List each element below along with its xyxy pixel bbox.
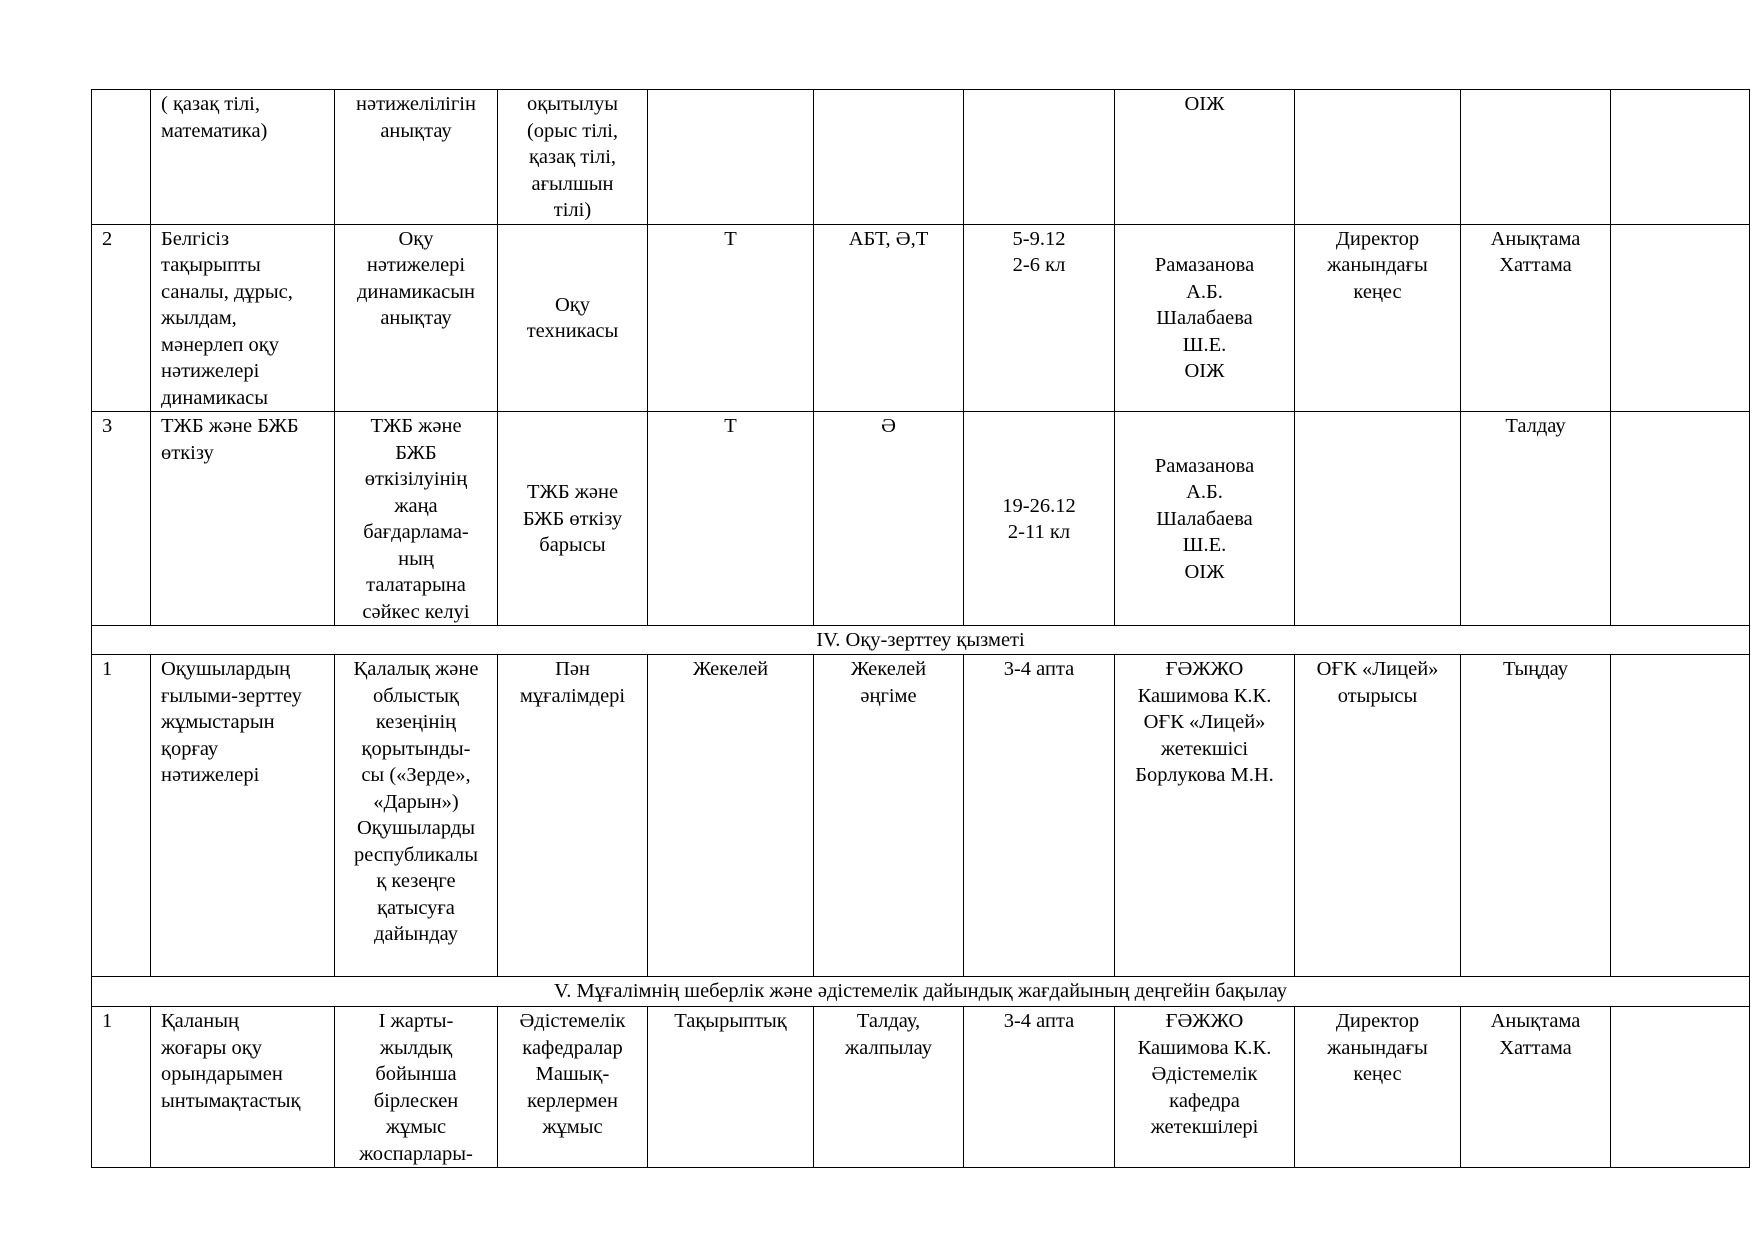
cell-text-line: қатысуға xyxy=(377,896,455,919)
cell-text-line: өткізілуінің xyxy=(364,468,468,490)
table-row xyxy=(92,90,1750,225)
cell-result-form xyxy=(1461,224,1611,412)
cell-text-line: нәтижелері xyxy=(366,254,466,276)
cell-control-type: Т xyxy=(648,412,814,626)
table-row xyxy=(92,224,1750,412)
cell-text-line: нәтижелері xyxy=(161,360,260,382)
cell-text-line: жоспарлары- xyxy=(359,1142,473,1165)
cell-text-line: Талдау, xyxy=(856,1010,921,1032)
plan-table xyxy=(91,89,1750,1168)
cell-text-line: Директор xyxy=(1335,1010,1420,1032)
cell-text-line: кеңес xyxy=(1353,1063,1402,1085)
cell-text-line: ( қазақ тілі, xyxy=(161,93,260,115)
cell-number: 3 xyxy=(92,412,151,626)
cell-text-line: Шалабаева xyxy=(1156,507,1253,530)
cell-control-object xyxy=(151,412,335,626)
cell-control-content xyxy=(498,90,648,225)
cell-text-line: БЖБ өткізу xyxy=(522,507,623,530)
cell-text-line: сы («Зерде», xyxy=(361,764,471,786)
cell-text-line: ТЖБ және БЖБ xyxy=(161,415,299,437)
cell-text-line: БЖБ xyxy=(395,441,437,464)
cell-control-method xyxy=(814,1007,964,1168)
cell-text-line: Анықтама xyxy=(1490,1010,1581,1032)
cell-control-purpose xyxy=(335,224,498,412)
cell-text-line: нәтижелері xyxy=(161,764,260,786)
cell-text-line: ОІЖ xyxy=(1184,560,1225,583)
cell-text-line: ынтымақтастық xyxy=(161,1089,301,1112)
cell-text-line: анықтау xyxy=(380,307,452,329)
cell-text-line: талатарына xyxy=(366,574,466,596)
cell-text-line: Оқушылардың xyxy=(161,658,291,680)
cell-text-line: (орыс тілі, xyxy=(526,119,619,142)
cell-text-line: ТЖБ және xyxy=(370,415,462,437)
cell-text-line: облыстық xyxy=(373,684,459,707)
cell-text-line: Оқу xyxy=(398,227,434,250)
cell-text-line: ағылшын xyxy=(531,172,614,195)
cell-text-line: жұмыс xyxy=(385,1116,447,1138)
cell-control-method: АБТ, Ә,Т xyxy=(814,224,964,412)
cell-text-line: кезеңінің xyxy=(375,711,457,733)
cell-text-line: отырысы xyxy=(1337,684,1418,707)
cell-text-line: өткізу xyxy=(161,441,214,464)
cell-control-type: Тақырыптық xyxy=(648,1007,814,1168)
cell-responsible xyxy=(1115,1007,1295,1168)
cell-text-line: ғылыми-зерттеу xyxy=(161,684,302,707)
cell-text-line: жұмыс xyxy=(542,1116,603,1138)
cell-note xyxy=(1611,224,1750,412)
cell-text-line: Машық- xyxy=(535,1063,610,1085)
cell-control-type: Т xyxy=(648,224,814,412)
cell-text-line: Кашимова К.К. xyxy=(1137,1036,1272,1059)
cell-control-content xyxy=(498,655,648,977)
cell-text-line: жанындағы xyxy=(1327,254,1428,276)
cell-text-line: ОҒК «Лицей» xyxy=(1143,711,1266,733)
cell-text-line: динамикасын xyxy=(356,280,475,303)
cell-number xyxy=(92,90,151,225)
cell-text-line: кафедралар xyxy=(522,1036,623,1059)
cell-text-line: А.Б. xyxy=(1186,280,1223,303)
cell-text-line: жұмыстарын xyxy=(161,711,275,733)
cell-control-type: Жекелей xyxy=(648,655,814,977)
cell-text-line: Оқушыларды xyxy=(356,817,476,839)
cell-text-line: әңгіме xyxy=(860,684,917,707)
cell-text-line: 2-11 кл xyxy=(1007,521,1071,543)
cell-control-content xyxy=(498,1007,648,1168)
cell-result-form: Тыңдау xyxy=(1461,655,1611,977)
cell-text-line: жылдам, xyxy=(161,307,237,329)
cell-text-line: республикалы xyxy=(354,843,478,866)
cell-text-line: барысы xyxy=(539,534,606,557)
cell-text-line: 19-26.12 xyxy=(1002,494,1076,517)
cell-control-purpose xyxy=(335,1007,498,1168)
cell-note xyxy=(1611,90,1750,225)
cell-text-line: кафедра xyxy=(1169,1089,1240,1112)
cell-text-line: Ш.Е. xyxy=(1182,333,1227,356)
cell-number: 2 xyxy=(92,224,151,412)
cell-text-line: Хаттама xyxy=(1499,1036,1572,1059)
cell-text-line: кеңес xyxy=(1353,280,1402,303)
table-row xyxy=(92,412,1750,626)
cell-text-line: Қаланың xyxy=(161,1010,239,1032)
cell-text-line: жалпылау xyxy=(845,1036,932,1059)
cell-text-line: ның xyxy=(398,547,434,570)
cell-control-content xyxy=(498,412,648,626)
cell-text-line: ҒӘЖЖО xyxy=(1165,1010,1244,1032)
cell-text-line: қорғау xyxy=(161,737,219,760)
cell-text-line: дайындау xyxy=(374,923,458,945)
cell-text-line: жетекшісі xyxy=(1160,737,1249,760)
cell-text-line: мұғалімдері xyxy=(519,684,626,707)
cell-text-line: І жарты- xyxy=(378,1010,454,1032)
cell-text-line: сәйкес келуі xyxy=(362,600,470,623)
cell-result-form: Талдау xyxy=(1461,412,1611,626)
cell-text-line: Белгісіз xyxy=(161,227,230,250)
cell-text-line: анықтау xyxy=(380,119,452,142)
cell-text-line: Рамазанова xyxy=(1154,454,1255,477)
cell-text-line: Оқу xyxy=(554,293,590,316)
cell-text-line: динамикасы xyxy=(161,386,269,409)
cell-control-method xyxy=(814,90,964,225)
cell-text-line: қ кезеңге xyxy=(376,870,456,892)
cell-text-line: Қалалық және xyxy=(353,658,479,680)
cell-deadline: 3-4 апта xyxy=(964,1007,1115,1168)
cell-responsible xyxy=(1115,90,1295,225)
cell-number: 1 xyxy=(92,655,151,977)
cell-text-line: 2-6 кл xyxy=(1012,254,1066,276)
cell-control-purpose xyxy=(335,412,498,626)
cell-text-line: қазақ тілі, xyxy=(528,146,617,168)
cell-deadline: 3-4 апта xyxy=(964,655,1115,977)
cell-text-line: жаңа xyxy=(394,494,438,517)
cell-deadline xyxy=(964,90,1115,225)
cell-text-line: Шалабаева xyxy=(1156,307,1253,329)
cell-review-place xyxy=(1295,1007,1461,1168)
cell-control-purpose xyxy=(335,90,498,225)
cell-number: 1 xyxy=(92,1007,151,1168)
cell-text-line: Пән xyxy=(555,658,590,680)
cell-note xyxy=(1611,412,1750,626)
section-header-row xyxy=(92,977,1750,1007)
cell-text-line: керлермен xyxy=(527,1089,618,1112)
cell-control-method: Ә xyxy=(814,412,964,626)
cell-control-purpose xyxy=(335,655,498,977)
table-row xyxy=(92,1007,1750,1168)
cell-note xyxy=(1611,655,1750,977)
cell-text-line: А.Б. xyxy=(1186,481,1223,504)
cell-text-line: ОІЖ xyxy=(1184,93,1225,115)
cell-text-line: Рамазанова xyxy=(1154,254,1255,276)
cell-control-object xyxy=(151,1007,335,1168)
cell-text-line: ТЖБ және xyxy=(526,481,619,504)
cell-text-line: бойынша xyxy=(375,1063,457,1085)
cell-text-line: орындарымен xyxy=(161,1063,283,1085)
cell-text-line: жанындағы xyxy=(1327,1036,1428,1059)
cell-responsible xyxy=(1115,412,1295,626)
cell-control-method xyxy=(814,655,964,977)
cell-review-place xyxy=(1295,224,1461,412)
cell-control-object xyxy=(151,224,335,412)
cell-responsible xyxy=(1115,224,1295,412)
cell-text-line: Директор xyxy=(1335,227,1420,250)
cell-text-line: техникасы xyxy=(526,320,619,343)
cell-text-line: жылдық xyxy=(379,1036,453,1059)
cell-text-line: ОҒК «Лицей» xyxy=(1316,658,1439,680)
cell-text-line: тілі) xyxy=(553,199,592,221)
cell-text-line: саналы, дұрыс, xyxy=(161,280,293,303)
cell-text-line: 5-9.12 xyxy=(1012,227,1066,250)
section-title: IV. Оқу-зерттеу қызметі xyxy=(92,626,1750,655)
cell-text-line: тақырыпты xyxy=(161,254,261,276)
cell-text-line: Әдістемелік xyxy=(1151,1063,1258,1085)
cell-text-line: Ш.Е. xyxy=(1182,534,1227,557)
cell-review-place xyxy=(1295,655,1461,977)
cell-control-content xyxy=(498,224,648,412)
cell-text-line: Кашимова К.К. xyxy=(1137,684,1272,707)
cell-text-line: Әдістемелік xyxy=(519,1010,626,1032)
cell-text-line: қорытынды- xyxy=(361,737,471,760)
section-title: V. Мұғалімнің шеберлік және әдістемелік дайындық жағдайының деңгейін бақылау xyxy=(92,977,1750,1007)
cell-text-line: жоғары оқу xyxy=(161,1036,263,1059)
cell-text-line: оқытылуы xyxy=(527,93,618,115)
cell-text-line: жетекшілері xyxy=(1150,1116,1259,1138)
cell-text-line: мәнерлеп оқу xyxy=(161,333,280,356)
cell-control-type xyxy=(648,90,814,225)
cell-result-form xyxy=(1461,90,1611,225)
cell-text-line: «Дарын») xyxy=(373,790,459,813)
cell-result-form xyxy=(1461,1007,1611,1168)
cell-text-line: ОІЖ xyxy=(1184,360,1225,382)
cell-text-line: Анықтама xyxy=(1490,227,1581,250)
table-row xyxy=(92,655,1750,977)
cell-text-line: бірлескен xyxy=(373,1089,459,1112)
cell-review-place xyxy=(1295,412,1461,626)
cell-text-line: бағдарлама- xyxy=(363,521,469,543)
cell-review-place xyxy=(1295,90,1461,225)
cell-text-line: Хаттама xyxy=(1499,254,1572,276)
cell-deadline xyxy=(964,412,1115,626)
cell-text-line: Жекелей xyxy=(850,658,927,680)
cell-control-object xyxy=(151,655,335,977)
cell-text-line: Борлукова М.Н. xyxy=(1135,764,1274,786)
cell-text-line: математика) xyxy=(161,119,268,142)
cell-note xyxy=(1611,1007,1750,1168)
cell-responsible xyxy=(1115,655,1295,977)
cell-text-line: нәтижелілігін xyxy=(356,93,476,115)
cell-text-line: ҒӘЖЖО xyxy=(1165,658,1244,680)
cell-deadline xyxy=(964,224,1115,412)
section-header-row xyxy=(92,626,1750,655)
cell-control-object xyxy=(151,90,335,225)
